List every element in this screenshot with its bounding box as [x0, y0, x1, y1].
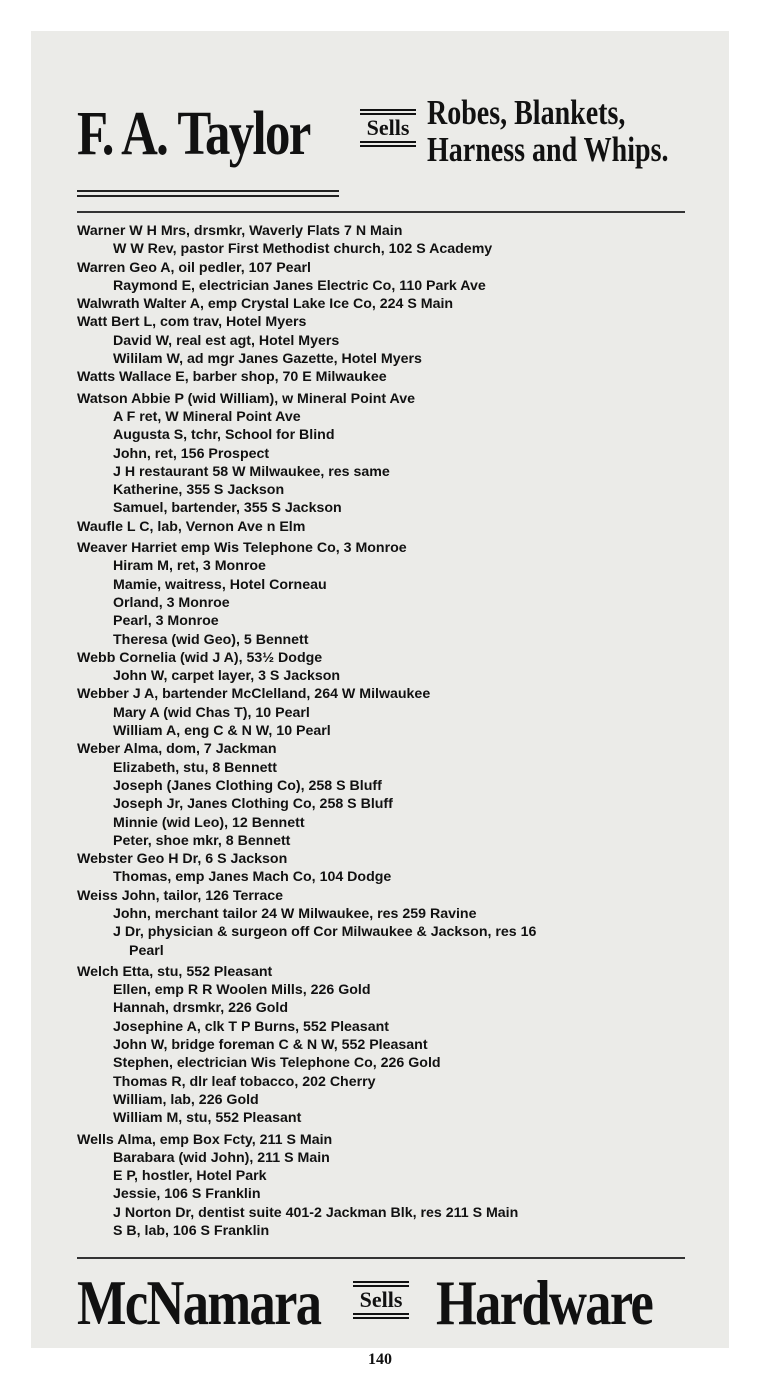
- directory-sub-entry: William A, eng C & N W, 10 Pearl: [113, 723, 331, 740]
- directory-sub-entry: Katherine, 355 S Jackson: [113, 482, 285, 499]
- directory-listing: [77, 222, 707, 1240]
- directory-sub-entry: Hiram M, ret, 3 Monroe: [113, 558, 266, 575]
- header-advertisement: [77, 95, 685, 201]
- directory-sub-entry: Joseph (Janes Clothing Co), 258 S Bluff: [113, 777, 382, 794]
- directory-entry: Webb Cornelia (wid J A), 53½ Dodge: [77, 649, 323, 666]
- directory-sub-entry: Orland, 3 Monroe: [113, 594, 230, 611]
- directory-entry: Walwrath Walter A, emp Crystal Lake Ice Co, 224 S Main: [77, 296, 454, 313]
- directory-sub-entry: John, merchant tailor 24 W Milwaukee, res 259 Ravine: [113, 905, 477, 922]
- directory-sub-entry: Josephine A, clk T P Burns, 552 Pleasant: [113, 1018, 389, 1035]
- directory-sub-entry: S B, lab, 106 S Franklin: [113, 1223, 270, 1240]
- directory-sub-entry: Ellen, emp R R Woolen Mills, 226 Gold: [113, 982, 371, 999]
- directory-page: [31, 31, 729, 1368]
- directory-sub-entry: Augusta S, tchr, School for Blind: [113, 427, 335, 444]
- directory-sub-entry: Raymond E, electrician Janes Electric Co, 110 Park Ave: [113, 277, 486, 294]
- footer-advertiser-name: McNamara: [77, 1267, 321, 1338]
- directory-entry: Weaver Harriet emp Wis Telephone Co, 3 Monroe: [77, 540, 407, 557]
- directory-sub-entry: Hannah, drsmkr, 226 Gold: [113, 1000, 289, 1017]
- directory-entry: Waufle L C, lab, Vernon Ave n Elm: [77, 518, 306, 535]
- header-advertiser-name: F. A. Taylor: [77, 100, 310, 168]
- directory-sub-entry: Joseph Jr, Janes Clothing Co, 258 S Bluff: [113, 796, 393, 813]
- header-double-rule: [77, 190, 339, 197]
- header-products-line-2: Harness and Whips.: [427, 129, 669, 169]
- header-products-line-1: Robes, Blankets,: [427, 93, 626, 132]
- directory-entry: Weiss John, tailor, 126 Terrace: [77, 887, 284, 904]
- directory-sub-entry: J Dr, physician & surgeon off Cor Milwaukee & Jackson, res 16: [113, 924, 537, 941]
- directory-sub-entry: Barabara (wid John), 211 S Main: [113, 1149, 330, 1166]
- directory-sub-entry: Minnie (wid Leo), 12 Bennett: [113, 814, 305, 831]
- directory-entry: Webster Geo H Dr, 6 S Jackson: [77, 851, 288, 868]
- directory-sub-entry: Mamie, waitress, Hotel Corneau: [113, 576, 327, 593]
- directory-sub-entry: John, ret, 156 Prospect: [113, 445, 270, 462]
- directory-sub-entry: J Norton Dr, dentist suite 401-2 Jackman Blk, res 211 S Main: [113, 1204, 519, 1221]
- directory-entry: Watt Bert L, com trav, Hotel Myers: [77, 314, 307, 331]
- directory-sub-entry: Theresa (wid Geo), 5 Bennett: [113, 631, 309, 648]
- header-sells-mark: [360, 109, 416, 147]
- directory-entry: Welch Etta, stu, 552 Pleasant: [77, 963, 273, 980]
- directory-entry: Watson Abbie P (wid William), w Mineral Point Ave: [77, 390, 416, 407]
- directory-sub-entry: John W, bridge foreman C & N W, 552 Pleasant: [113, 1037, 428, 1054]
- directory-entry: Webber J A, bartender McClelland, 264 W Milwaukee: [77, 686, 431, 703]
- footer-sells-mark: [353, 1281, 409, 1319]
- directory-sub-entry: Pearl: [129, 942, 164, 959]
- page-number: 140: [368, 1351, 392, 1368]
- directory-sub-entry: Mary A (wid Chas T), 10 Pearl: [113, 704, 310, 721]
- directory-sub-entry: Samuel, bartender, 355 S Jackson: [113, 500, 342, 517]
- header-sells-text: Sells: [366, 115, 410, 140]
- footer-product: Hardware: [436, 1267, 653, 1338]
- directory-sub-entry: Wililam W, ad mgr Janes Gazette, Hotel Myers: [113, 351, 422, 368]
- directory-sub-entry: E P, hostler, Hotel Park: [113, 1168, 267, 1185]
- footer-sells-text: Sells: [359, 1287, 403, 1312]
- footer-advertisement: [77, 1267, 685, 1338]
- directory-sub-entry: W W Rev, pastor First Methodist church, 102 S Academy: [113, 241, 493, 258]
- directory-entry: Weber Alma, dom, 7 Jackman: [77, 741, 277, 758]
- directory-entry: Watts Wallace E, barber shop, 70 E Milwaukee: [77, 369, 387, 386]
- directory-sub-entry: Jessie, 106 S Franklin: [113, 1186, 261, 1203]
- directory-sub-entry: John W, carpet layer, 3 S Jackson: [113, 668, 341, 685]
- header-divider: [77, 211, 685, 213]
- directory-entry: Wells Alma, emp Box Fcty, 211 S Main: [77, 1131, 333, 1148]
- directory-sub-entry: David W, real est agt, Hotel Myers: [113, 332, 340, 349]
- directory-sub-entry: Thomas R, dlr leaf tobacco, 202 Cherry: [113, 1073, 376, 1090]
- directory-sub-entry: Pearl, 3 Monroe: [113, 613, 219, 630]
- directory-sub-entry: A F ret, W Mineral Point Ave: [113, 408, 301, 425]
- directory-entry: Warner W H Mrs, drsmkr, Waverly Flats 7 N Main: [77, 223, 403, 239]
- directory-sub-entry: William M, stu, 552 Pleasant: [113, 1110, 302, 1127]
- footer-divider: [77, 1257, 685, 1259]
- directory-sub-entry: William, lab, 226 Gold: [113, 1091, 259, 1108]
- directory-entry: Warren Geo A, oil pedler, 107 Pearl: [77, 259, 311, 276]
- directory-sub-entry: Thomas, emp Janes Mach Co, 104 Dodge: [113, 869, 392, 886]
- directory-sub-entry: Peter, shoe mkr, 8 Bennett: [113, 832, 291, 849]
- header-products: [427, 95, 668, 169]
- directory-sub-entry: J H restaurant 58 W Milwaukee, res same: [113, 463, 390, 480]
- directory-sub-entry: Stephen, electrician Wis Telephone Co, 226 Gold: [113, 1055, 441, 1072]
- directory-sub-entry: Elizabeth, stu, 8 Bennett: [113, 759, 277, 776]
